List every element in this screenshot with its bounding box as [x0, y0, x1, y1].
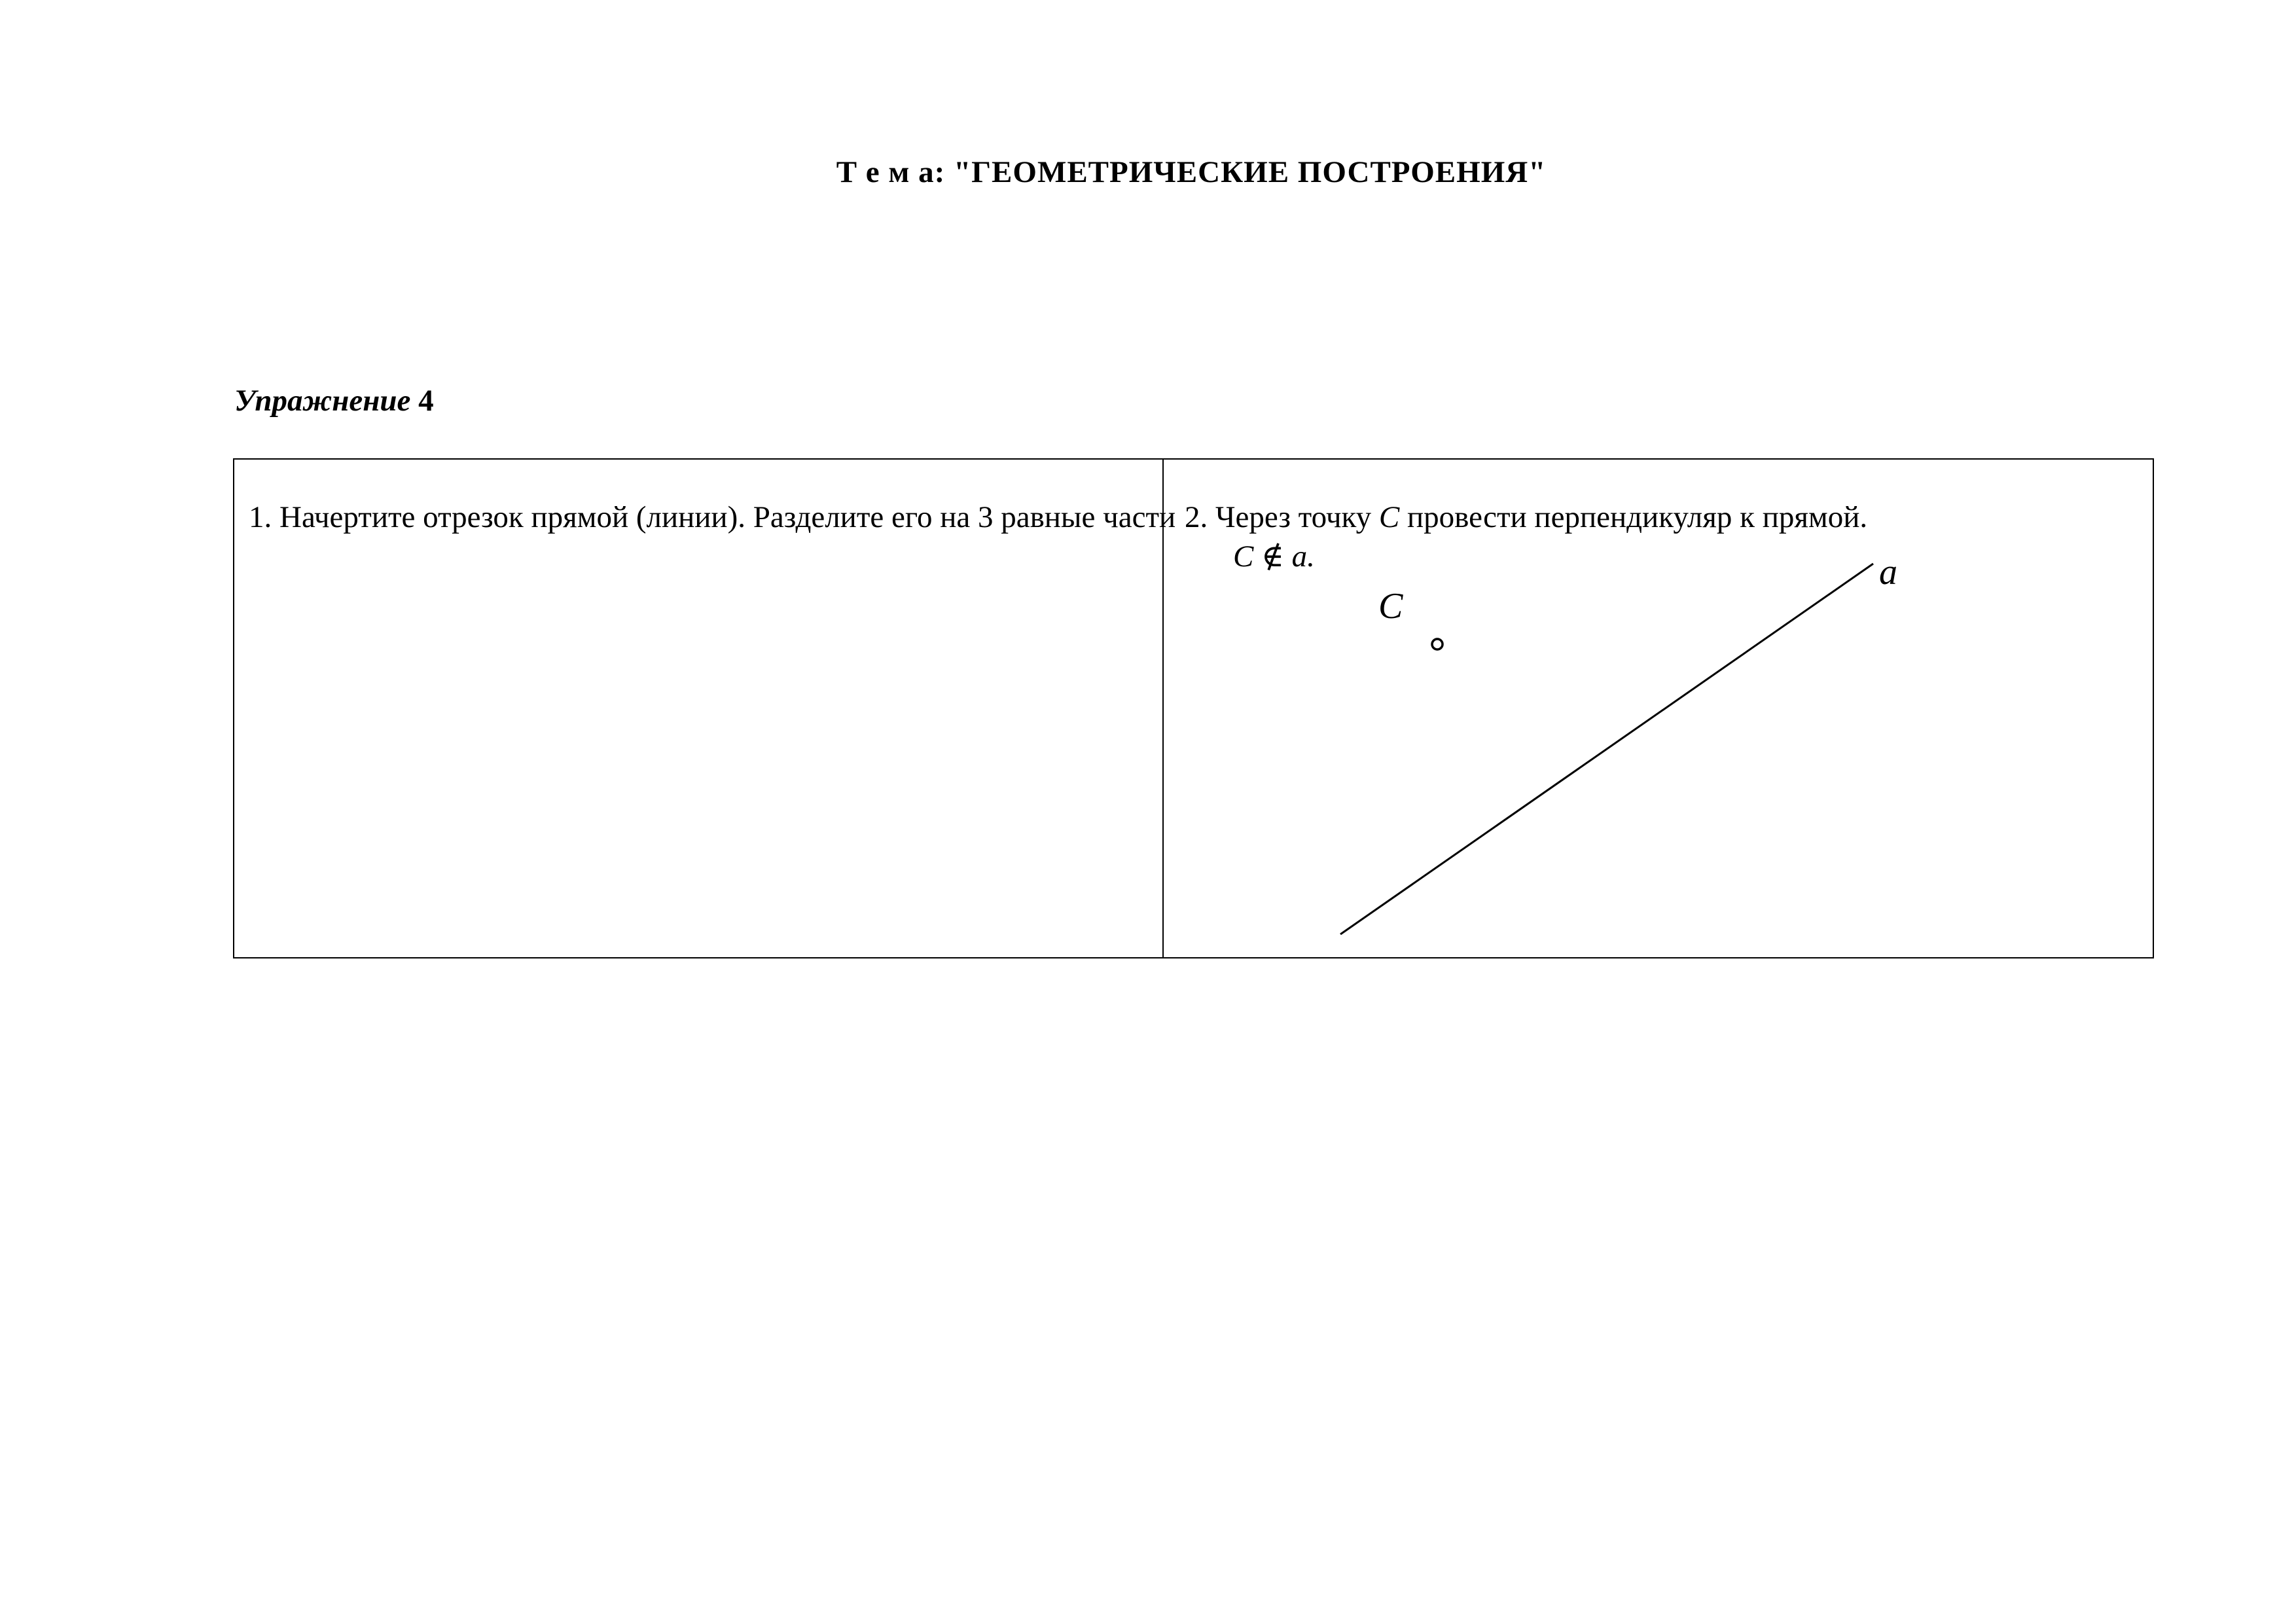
task-2-text-after: провести перпендикуляр к прямой.	[1399, 500, 1868, 534]
exercise-number: 4	[418, 384, 434, 418]
point-c-marker	[1432, 639, 1443, 649]
page-title: Т е м а: "ГЕОМЕТРИЧЕСКИЕ ПОСТРОЕНИЯ"	[836, 155, 1547, 189]
line-a	[1340, 564, 1873, 934]
task-2-text-before: 2. Через точку	[1185, 500, 1379, 534]
exercise-word: Упражнение	[234, 384, 411, 418]
point-c-label: C	[1378, 586, 1403, 627]
construction-figure	[234, 460, 2155, 960]
task-1-text: 1. Начертите отрезок прямой (линии). Разделите его на 3 равные части	[249, 500, 1176, 534]
exercise-heading	[234, 383, 434, 418]
line-a-label: a	[1879, 552, 1897, 593]
task-2-point-name: C	[1378, 500, 1400, 534]
task-2-condition: C ∉ a.	[1233, 539, 1315, 574]
task-table	[233, 458, 2154, 958]
